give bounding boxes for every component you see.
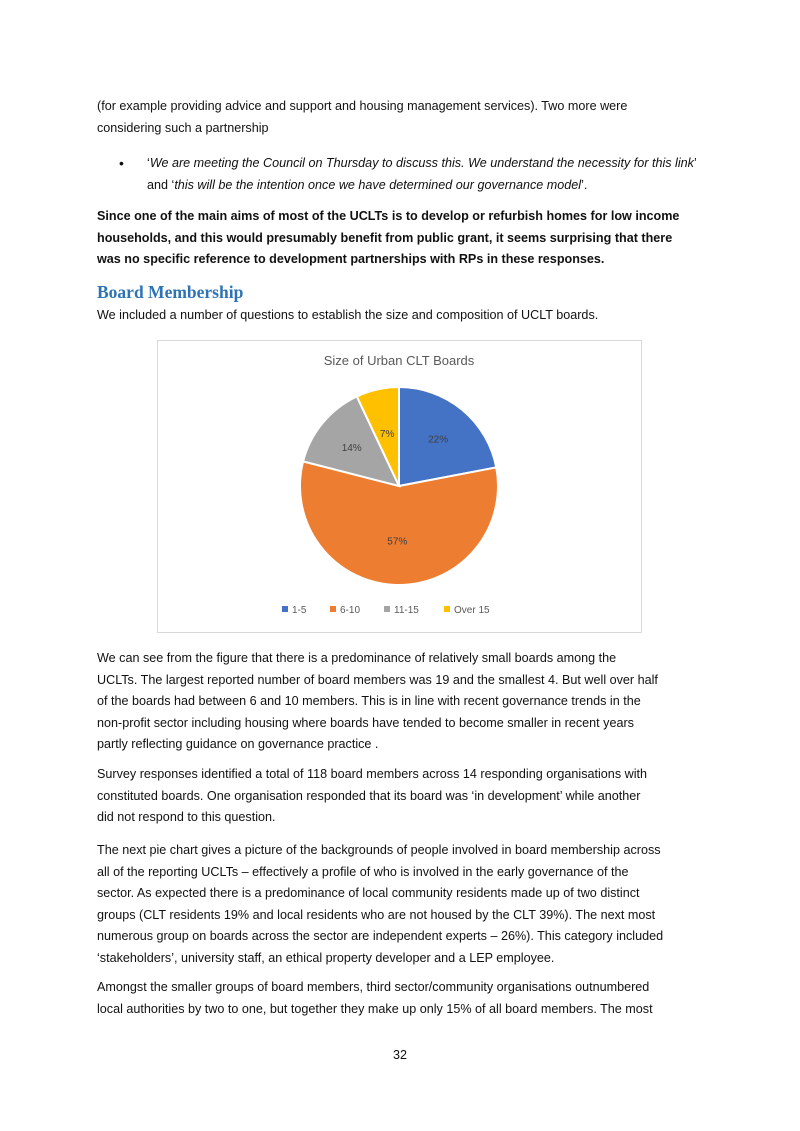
chart-legend: [282, 605, 490, 616]
text-line: sector. As expected there is a predominance of local community residents made up of two distinct: [97, 886, 640, 900]
legend-label: 1-5: [292, 605, 307, 616]
bold-paragraph: [97, 206, 711, 271]
pie-data-label: 22%: [428, 434, 449, 446]
text-line: numerous group on boards across the sector are independent experts – 26%). This category included: [97, 929, 664, 943]
included-paragraph: [97, 305, 711, 327]
text-line: of the boards had between 6 and 10 members. This is in line with recent governance trends in the: [97, 694, 641, 708]
section-heading: Board Membership: [97, 282, 244, 302]
backgrounds-paragraph: [97, 840, 711, 969]
text-line: all of the reporting UCLTs – effectively a profile of who is involved in the early governance of the: [97, 864, 629, 879]
legend-swatch: [384, 606, 390, 612]
pie-data-label: 7%: [379, 428, 395, 440]
quote-2: this will be the intention once we have determined our governance model: [174, 177, 582, 192]
legend-swatch: [444, 606, 450, 612]
text-line: Amongst the smaller groups of board members, third sector/community organisations outnumbered: [97, 980, 650, 994]
conjunction: and: [147, 177, 169, 192]
legend-label: Over 15: [454, 605, 490, 616]
pie-chart: [157, 340, 642, 633]
bullet-icon: •: [119, 155, 124, 171]
text-line: non-profit sector including housing where boards have tended to become smaller in recent years: [97, 715, 634, 730]
quote-1: We are meeting the Council on Thursday to discuss this. We understand the necessity for this link: [149, 156, 694, 170]
text-line: We included a number of questions to establish the size and composition of UCLT boards.: [97, 308, 599, 322]
text-line: constituted boards. One organisation responded that its board was ‘in development’ while another: [97, 788, 641, 803]
text-line: Since one of the main aims of most of the UCLTs is to develop or refurbish homes for low income: [97, 209, 680, 223]
text-line: partly reflecting guidance on governance practice .: [97, 737, 379, 751]
legend-swatch: [282, 606, 288, 612]
legend-label: 6-10: [340, 605, 361, 616]
analysis-paragraph: [97, 648, 711, 756]
chart-title: Size of Urban CLT Boards: [323, 353, 475, 368]
smaller-groups-paragraph: [97, 977, 711, 1020]
text-line: UCLTs. The largest reported number of board members was 19 and the smallest 4. But well over half: [97, 672, 658, 687]
legend-swatch: [330, 606, 336, 612]
text-line: did not respond to this question.: [97, 810, 276, 824]
text-line: was no specific reference to development partnerships with RPs in these responses.: [97, 252, 605, 266]
legend-label: 11-15: [394, 605, 419, 616]
text-line: ‘stakeholders’, university staff, an ethical property developer and a LEP employee.: [97, 950, 555, 965]
text-line: Survey responses identified a total of 118 board members across 14 responding organisations with: [97, 767, 648, 781]
pie-slices: [300, 387, 498, 585]
quote-text: ‘We are meeting the Council on Thursday to discuss this. We understand the necessity for this link’ and ‘this will be the intention once we have determined our governance model’.: [147, 156, 697, 192]
pie-data-label: 14%: [341, 442, 362, 454]
page-number: 32: [392, 1048, 407, 1062]
text-line: (for example providing advice and support and housing management services). Two more were: [97, 99, 628, 113]
text-line: considering such a partnership: [97, 120, 269, 135]
pie-chart-svg: [158, 341, 641, 632]
text-line: local authorities by two to one, but together they make up only 15% of all board members. The most: [97, 1001, 653, 1016]
text-line: groups (CLT residents 19% and local residents who are not housed by the CLT 39%). The next most: [97, 907, 656, 922]
pie-data-label: 57%: [387, 536, 408, 548]
intro-paragraph: [97, 96, 711, 139]
text-line: households, and this would presumably benefit from public grant, it seems surprising that there: [97, 230, 673, 245]
text-line: The next pie chart gives a picture of the backgrounds of people involved in board membership across: [97, 843, 661, 857]
text-line: We can see from the figure that there is a predominance of relatively small boards among the: [97, 651, 617, 665]
survey-paragraph: [97, 764, 711, 829]
